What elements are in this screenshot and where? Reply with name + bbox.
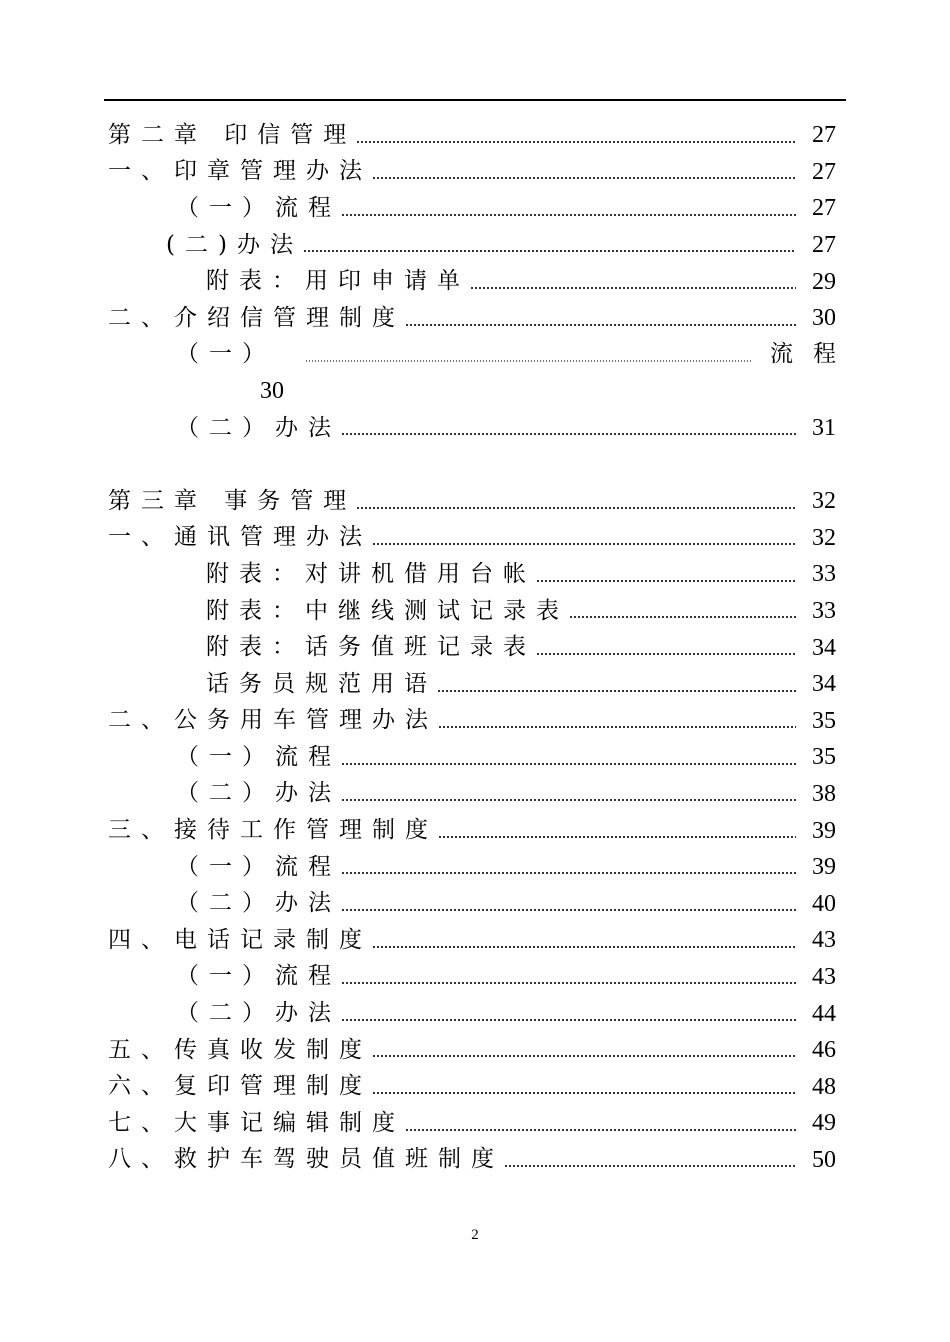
toc-entry-page: 34	[812, 634, 836, 661]
dot-leader	[356, 507, 796, 509]
toc-entry-title: （一）流程	[176, 963, 341, 990]
toc-entry-reception-method[interactable]	[108, 885, 836, 922]
toc-entry-walkie-talkie-form[interactable]	[108, 556, 836, 593]
dot-leader	[341, 214, 796, 216]
dot-leader	[372, 177, 796, 179]
toc-entry-seal-process[interactable]	[108, 190, 836, 227]
dot-leader	[341, 909, 796, 911]
toc-entry-title: 第二章 印信管理	[108, 121, 357, 148]
toc-entry-title: 二、介绍信管理制度	[108, 304, 405, 331]
toc-entry-page: 39	[812, 854, 836, 881]
page-number: 2	[471, 1227, 479, 1243]
toc-entry-phone-method[interactable]	[108, 995, 836, 1032]
toc-entry-page: 30	[812, 305, 836, 332]
dot-leader	[341, 433, 796, 435]
toc-entry-page: 38	[812, 780, 836, 807]
dot-leader	[372, 1092, 796, 1094]
toc-entry-page: 46	[812, 1037, 836, 1064]
toc-entry-title: 三、接待工作管理制度	[108, 817, 438, 844]
toc-entry-ambulance[interactable]	[108, 1142, 836, 1179]
toc-entry-title: 五、传真收发制度	[108, 1036, 372, 1063]
toc-entry-title: 二、公务用车管理办法	[108, 707, 438, 734]
dot-leader	[438, 726, 796, 728]
toc-entry-title: （一）流程	[176, 743, 341, 770]
dot-leader	[305, 360, 752, 362]
toc-entry-page: 35	[812, 707, 836, 734]
toc-entry-title: （二）办法	[176, 414, 341, 441]
toc-entry-title: 附表：中继线测试记录表	[206, 597, 569, 624]
toc-entry-title: 附表：话务值班记录表	[206, 634, 536, 661]
toc-entry-page: 50	[812, 1146, 836, 1173]
toc-entry-chapter-3[interactable]	[108, 483, 836, 520]
toc-entry-title: 八、救护车驾驶员值班制度	[108, 1146, 504, 1173]
toc-entry-trunk-test-form[interactable]	[108, 593, 836, 630]
toc-entry-page: 27	[812, 195, 836, 222]
toc-entry-title: 话务员规范用语	[206, 670, 437, 697]
toc-entry-phone-record[interactable]	[108, 922, 836, 959]
toc-entry-fax[interactable]	[108, 1032, 836, 1069]
dot-leader	[341, 763, 796, 765]
toc-entry-chronicle[interactable]	[108, 1105, 836, 1142]
toc-entry-letter-method[interactable]	[108, 410, 836, 447]
dot-leader	[470, 287, 796, 289]
toc-entry-title: （二）办法	[176, 890, 341, 917]
dot-leader	[341, 1019, 796, 1021]
toc-entry-page: 27	[812, 232, 836, 259]
toc-entry-page: 32	[812, 524, 836, 551]
toc-entry-page: 31	[812, 415, 836, 442]
toc-entry-title-continued: 流程	[770, 341, 856, 368]
toc-entry-wrapped-page	[108, 373, 836, 410]
toc-entry-title: 七、大事记编辑制度	[108, 1109, 405, 1136]
toc-entry-title: （一）流程	[176, 853, 341, 880]
toc-entry-introduction-letter[interactable]	[108, 300, 836, 337]
toc-entry-title: 六、复印管理制度	[108, 1073, 372, 1100]
dot-leader	[341, 799, 796, 801]
dot-leader	[341, 982, 796, 984]
toc-entry-title: 附表：用印申请单	[206, 268, 470, 295]
dot-leader	[356, 141, 796, 143]
toc-entry-reception[interactable]	[108, 812, 836, 849]
table-of-contents	[108, 117, 856, 1178]
toc-entry-title: 一、通讯管理办法	[108, 524, 372, 551]
toc-entry-page: 32	[812, 488, 836, 515]
dot-leader	[303, 250, 796, 252]
toc-entry-title: 附表：对讲机借用台帐	[206, 560, 536, 587]
toc-entry-communication[interactable]	[108, 520, 836, 557]
dot-leader	[372, 946, 796, 948]
toc-entry-page: 30	[260, 377, 284, 404]
toc-entry-page: 35	[812, 744, 836, 771]
toc-entry-title: （二）办法	[176, 1000, 341, 1027]
toc-entry-page: 34	[812, 671, 836, 698]
dot-leader	[405, 1129, 796, 1131]
toc-entry-vehicle-method[interactable]	[108, 776, 836, 813]
header-rule	[104, 99, 846, 101]
dot-leader	[536, 653, 796, 655]
toc-entry-page: 27	[812, 158, 836, 185]
toc-entry-page: 48	[812, 1073, 836, 1100]
toc-entry-seal-management[interactable]	[108, 154, 836, 191]
toc-entry-letter-process[interactable]	[108, 337, 856, 374]
toc-entry-title: 一、印章管理办法	[108, 158, 372, 185]
toc-entry-duty-record-form[interactable]	[108, 629, 836, 666]
dot-leader	[437, 690, 796, 692]
toc-entry-vehicle-process[interactable]	[108, 739, 836, 776]
toc-entry-title: （二）办法	[176, 780, 341, 807]
dot-leader	[504, 1165, 796, 1167]
toc-entry-page: 29	[812, 268, 836, 295]
toc-entry-page: 44	[812, 1000, 836, 1027]
toc-entry-title: 第三章 事务管理	[108, 487, 357, 514]
toc-entry-seal-form[interactable]	[108, 263, 836, 300]
toc-entry-operator-phrases[interactable]	[108, 666, 836, 703]
dot-leader	[536, 580, 796, 582]
toc-entry-reception-process[interactable]	[108, 849, 836, 886]
toc-entry-page: 27	[812, 122, 836, 149]
toc-entry-page: 40	[812, 890, 836, 917]
dot-leader	[372, 1055, 796, 1057]
toc-entry-chapter-2[interactable]	[108, 117, 836, 154]
toc-entry-page: 43	[812, 927, 836, 954]
toc-entry-official-vehicle[interactable]	[108, 703, 836, 740]
toc-entry-title: (二)办法	[166, 231, 303, 258]
toc-entry-title: （一）	[176, 341, 275, 368]
toc-entry-page: 43	[812, 963, 836, 990]
dot-leader	[405, 324, 796, 326]
dot-leader	[438, 836, 796, 838]
toc-entry-page: 33	[812, 561, 836, 588]
toc-entry-title: 四、电话记录制度	[108, 926, 372, 953]
toc-entry-page: 39	[812, 817, 836, 844]
toc-entry-title: （一）流程	[176, 194, 341, 221]
dot-leader	[341, 872, 796, 874]
toc-entry-page: 49	[812, 1110, 836, 1137]
toc-entry-page: 33	[812, 598, 836, 625]
toc-entry-seal-method[interactable]	[108, 227, 836, 264]
toc-entry-phone-process[interactable]	[108, 959, 836, 996]
dot-leader	[372, 543, 796, 545]
dot-leader	[569, 616, 796, 618]
toc-entry-copy[interactable]	[108, 1068, 836, 1105]
